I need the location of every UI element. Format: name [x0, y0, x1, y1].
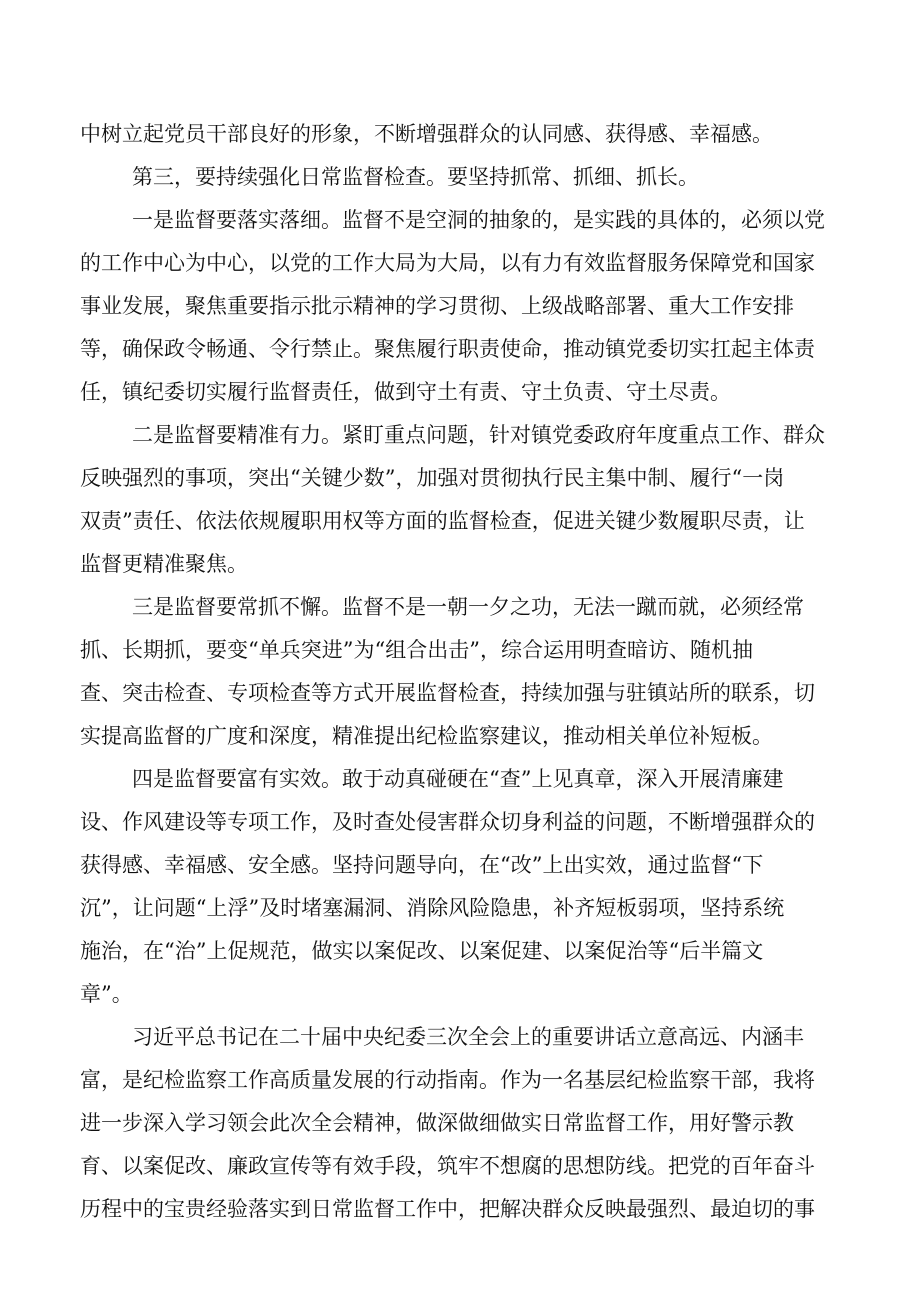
text-line: 三是监督要常抓不懈。监督不是一朝一夕之功，无法一蹴而就，必须经常 — [132, 595, 804, 619]
text-line: 等，确保政令畅通、令行禁止。聚焦履行职责使命，推动镇党委切实扛起主体责 — [80, 337, 815, 361]
text-line: 四是监督要富有实效。敢于动真碰硬在“查”上见真章，深入开展清廉建 — [132, 767, 784, 791]
text-line: 二是监督要精准有力。紧盯重点问题，针对镇党委政府年度重点工作、群众 — [132, 423, 825, 447]
text-line: 实提高监督的广度和深度，精准提出纪检监察建议，推动相关单位补短板。 — [80, 724, 773, 748]
text-line: 富，是纪检监察工作高质量发展的行动指南。作为一名基层纪检监察干部，我将 — [80, 1068, 815, 1092]
text-line: 中树立起党员干部良好的形象，不断增强群众的认同感、获得感、幸福感。 — [80, 122, 773, 146]
text-line: 一是监督要落实落细。监督不是空洞的抽象的，是实践的具体的，必须以党 — [132, 208, 825, 232]
text-line: 设、作风建设等专项工作，及时查处侵害群众切身利益的问题，不断增强群众的 — [80, 810, 815, 834]
text-line: 事业发展，聚焦重要指示批示精神的学习贯彻、上级战略部署、重大工作安排 — [80, 294, 794, 318]
text-line: 双责”责任、依法依规履职用权等方面的监督检查，促进关键少数履职尽责，让 — [80, 509, 805, 533]
text-line: 任，镇纪委切实履行监督责任，做到守土有责、守土负责、守土尽责。 — [80, 380, 731, 404]
text-line: 获得感、幸福感、安全感。坚持问题导向，在“改”上出实效，通过监督“下 — [80, 853, 764, 877]
text-line: 育、以案促改、廉政宣传等有效手段，筑牢不想腐的思想防线。把党的百年奋斗 — [80, 1154, 815, 1178]
text-line: 章”。 — [80, 982, 133, 1006]
text-line: 沉”，让问题“上浮”及时堵塞漏洞、消除风险隐患，补齐短板弱项，坚持系统 — [80, 896, 785, 920]
text-line: 查、突击检查、专项检查等方式开展监督检查，持续加强与驻镇站所的联系，切 — [80, 681, 815, 705]
text-line: 抓、长期抓，要变“单兵突进”为“组合出击”，综合运用明查暗访、随机抽 — [80, 638, 753, 662]
text-line: 历程中的宝贵经验落实到日常监督工作中，把解决群众反映最强烈、最迫切的事 — [80, 1197, 815, 1221]
text-line: 监督更精准聚焦。 — [80, 552, 248, 576]
text-line: 第三，要持续强化日常监督检查。要坚持抓常、抓细、抓长。 — [132, 165, 699, 189]
text-line: 施治，在“治”上促规范，做实以案促改、以案促建、以案促治等“后半篇文 — [80, 939, 764, 963]
text-line: 反映强烈的事项，突出“关键少数”，加强对贯彻执行民主集中制、履行“一岗 — [80, 466, 785, 490]
text-line: 习近平总书记在二十届中央纪委三次全会上的重要讲话立意高远、内涵丰 — [132, 1025, 804, 1049]
text-line: 的工作中心为中心，以党的工作大局为大局，以有力有效监督服务保障党和国家 — [80, 251, 815, 275]
text-line: 进一步深入学习领会此次全会精神，做深做细做实日常监督工作，用好警示教 — [80, 1111, 794, 1135]
